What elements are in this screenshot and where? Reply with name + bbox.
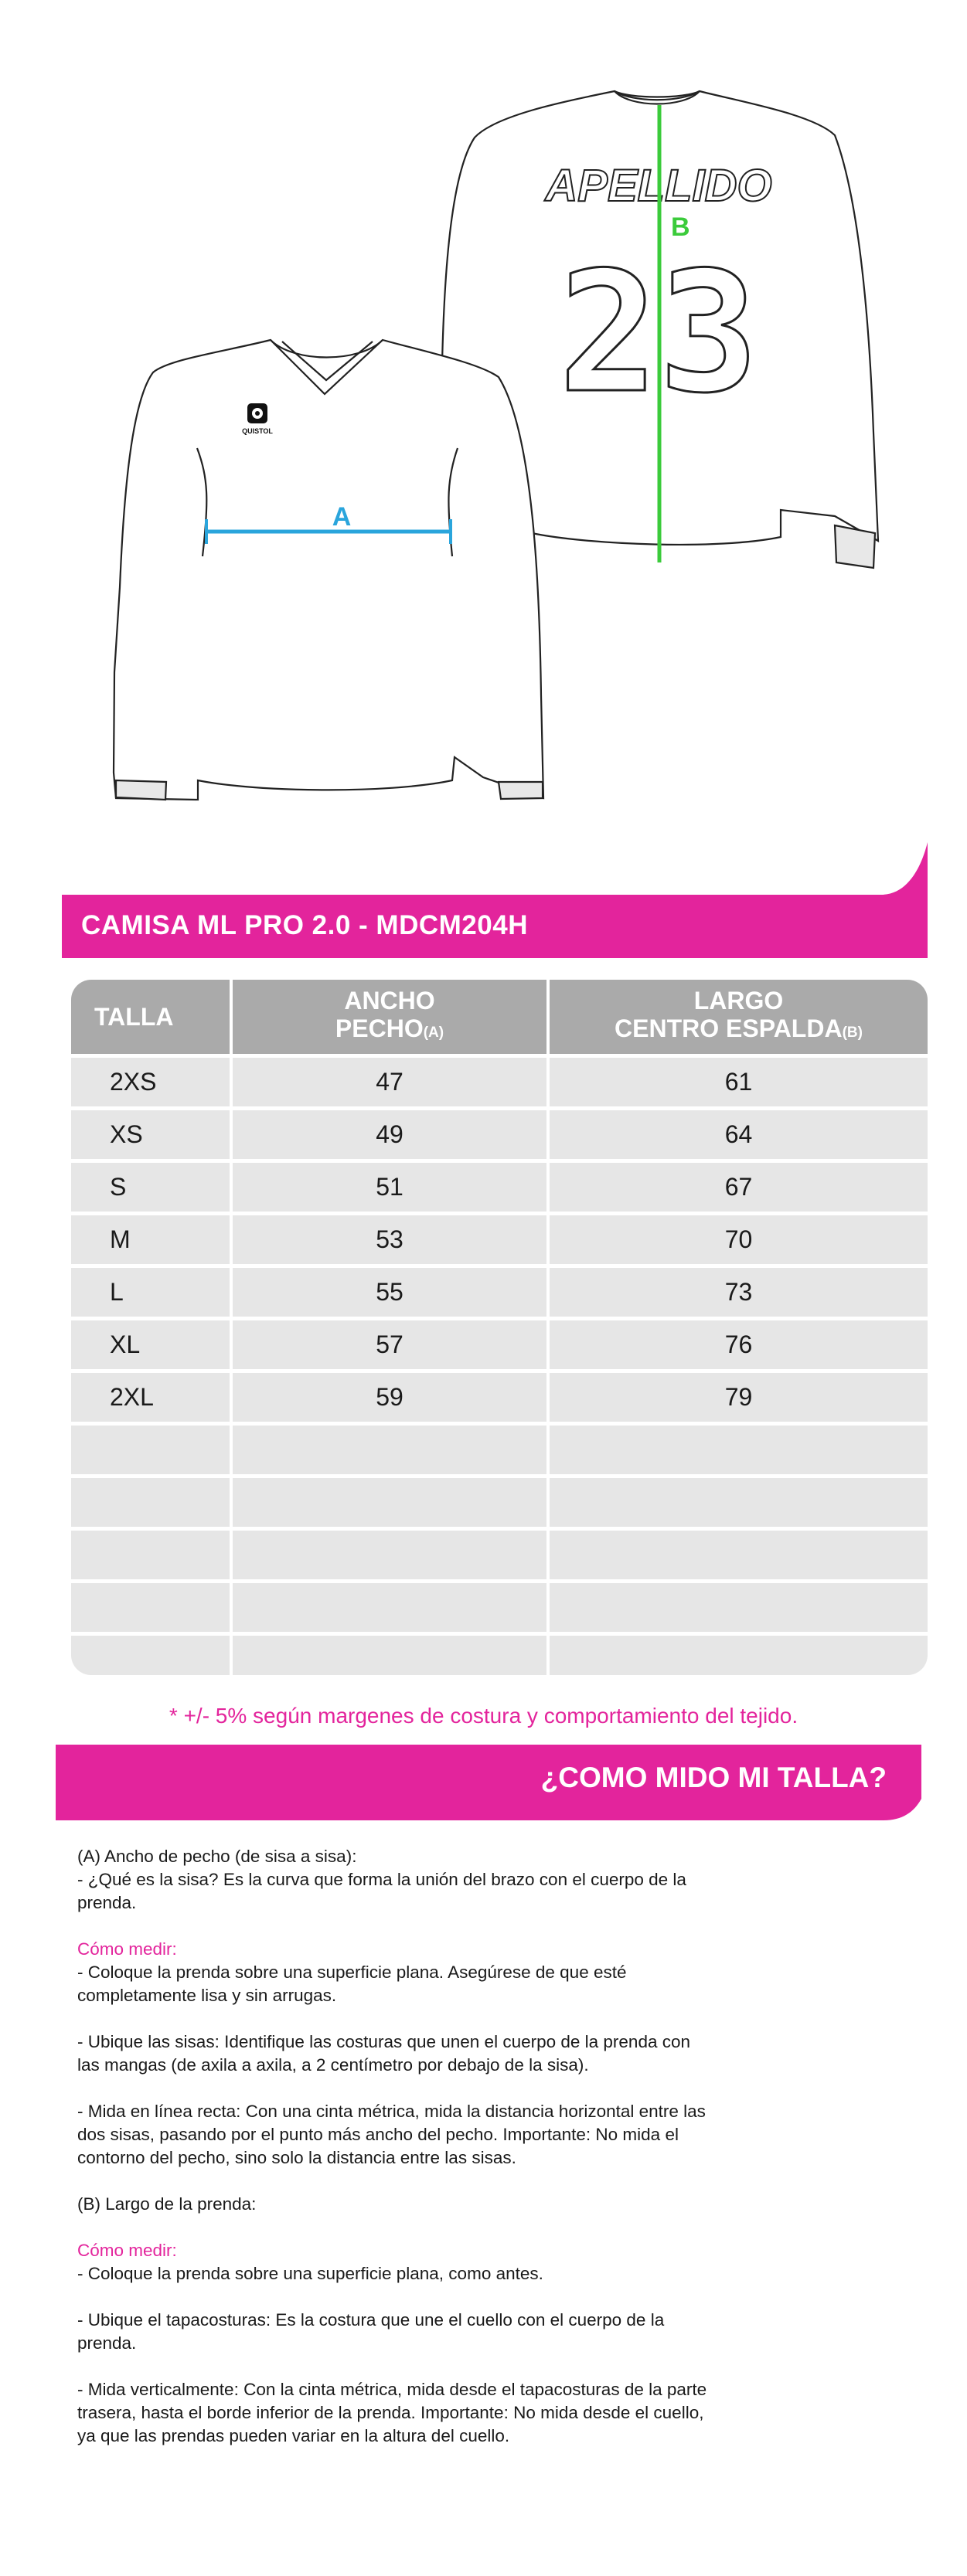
a-step-2: - Ubique las sisas: Identifique las costuras que unen el cuerpo de la prenda con las mangas (de axila a axila, a 2 centímetro por debajo de la sisa). bbox=[77, 2032, 690, 2075]
table-row bbox=[71, 1054, 928, 1106]
a-step-1: - Coloque la prenda sobre una superficie plana. Asegúrese de que esté completamente lisa y sin arrugas. bbox=[77, 1963, 627, 2005]
chest-cell bbox=[233, 1422, 550, 1474]
chest-cell bbox=[233, 1632, 550, 1675]
length-cell: 79 bbox=[550, 1369, 928, 1422]
table-row bbox=[71, 1106, 928, 1159]
table-row bbox=[71, 1579, 928, 1632]
b-how-label: Cómo medir: bbox=[77, 2241, 177, 2260]
size-cell: L bbox=[71, 1264, 233, 1317]
size-cell bbox=[71, 1632, 233, 1675]
table-row bbox=[71, 1212, 928, 1264]
chest-cell bbox=[233, 1579, 550, 1632]
tolerance-note: * +/- 5% según margenes de costura y comportamiento del tejido. bbox=[169, 1704, 798, 1728]
page-title: CAMISA ML PRO 2.0 - MDCM204H bbox=[81, 910, 528, 940]
size-table-container bbox=[71, 980, 928, 1675]
table-row bbox=[71, 1527, 928, 1579]
size-cell bbox=[71, 1527, 233, 1579]
length-cell: 76 bbox=[550, 1317, 928, 1369]
table-row bbox=[71, 1369, 928, 1422]
table-row bbox=[71, 1474, 928, 1527]
chest-cell: 49 bbox=[233, 1106, 550, 1159]
shirt-illustration bbox=[0, 0, 967, 834]
brand-logo-icon bbox=[247, 403, 267, 423]
howto-title: ¿COMO MIDO MI TALLA? bbox=[540, 1762, 887, 1793]
chest-cell bbox=[233, 1474, 550, 1527]
table-row bbox=[71, 1317, 928, 1369]
b-step-1: - Coloque la prenda sobre una superficie plana, como antes. bbox=[77, 2264, 543, 2283]
size-cell: 2XS bbox=[71, 1054, 233, 1106]
a-definition: - ¿Qué es la sisa? Es la curva que forma la unión del brazo con el cuerpo de la prenda. bbox=[77, 1870, 686, 1912]
length-cell bbox=[550, 1527, 928, 1579]
table-row bbox=[71, 1632, 928, 1675]
howto-banner bbox=[56, 1745, 921, 1820]
length-cell: 70 bbox=[550, 1212, 928, 1264]
size-cell: S bbox=[71, 1159, 233, 1212]
table-header-row bbox=[71, 980, 928, 1054]
table-row bbox=[71, 1159, 928, 1212]
chest-cell: 57 bbox=[233, 1317, 550, 1369]
instructions-a-how bbox=[77, 1938, 711, 2007]
front-shirt bbox=[114, 340, 543, 800]
chest-cell: 55 bbox=[233, 1264, 550, 1317]
b-step-2: - Ubique el tapacosturas: Es la costura que une el cuello con el cuerpo de la prenda. bbox=[77, 2310, 665, 2353]
length-cell: 67 bbox=[550, 1159, 928, 1212]
length-cell: 73 bbox=[550, 1264, 928, 1317]
table-row bbox=[71, 1264, 928, 1317]
a-how-label: Cómo medir: bbox=[77, 1939, 177, 1959]
length-cell bbox=[550, 1474, 928, 1527]
a-step-3: - Mida en línea recta: Con una cinta métrica, mida la distancia horizontal entre las dos sisas, pasando por el punto más ancho del pecho. Importante: No mida el contorno del pecho, sino solo la distancia entre las sisas. bbox=[77, 2102, 706, 2167]
header-chest: ANCHO PECHO(A) bbox=[233, 980, 550, 1054]
size-cell: XL bbox=[71, 1317, 233, 1369]
instructions-b-how bbox=[77, 2239, 711, 2285]
size-cell: XS bbox=[71, 1106, 233, 1159]
chest-cell: 51 bbox=[233, 1159, 550, 1212]
length-cell bbox=[550, 1632, 928, 1675]
instructions-a bbox=[77, 1845, 711, 1915]
brand-logo-text: QUISTOL bbox=[242, 427, 273, 435]
size-cell bbox=[71, 1579, 233, 1632]
b-step-3: - Mida verticalmente: Con la cinta métrica, mida desde el tapacosturas de la parte trasera, hasta el borde inferior de la prenda. Importante: No mida desde el cuello, ya que las prendas pueden variar en la altura del cuello. bbox=[77, 2380, 707, 2445]
header-size: TALLA bbox=[71, 980, 233, 1054]
length-cell bbox=[550, 1422, 928, 1474]
a-title: (A) Ancho de pecho (de sisa a sisa): bbox=[77, 1847, 357, 1866]
size-cell: 2XL bbox=[71, 1369, 233, 1422]
table-row bbox=[71, 1422, 928, 1474]
length-cell: 61 bbox=[550, 1054, 928, 1106]
size-table bbox=[71, 980, 928, 1675]
chest-cell bbox=[233, 1527, 550, 1579]
size-cell: M bbox=[71, 1212, 233, 1264]
b-title: (B) Largo de la prenda: bbox=[77, 2194, 257, 2214]
measure-a-label: A bbox=[332, 502, 352, 532]
size-cell bbox=[71, 1422, 233, 1474]
length-cell bbox=[550, 1579, 928, 1632]
length-cell: 64 bbox=[550, 1106, 928, 1159]
title-banner bbox=[62, 842, 928, 958]
chest-cell: 53 bbox=[233, 1212, 550, 1264]
header-length: LARGO CENTRO ESPALDA(B) bbox=[550, 980, 928, 1054]
measure-b-label: B bbox=[671, 212, 690, 242]
instructions bbox=[77, 1845, 711, 2471]
chest-cell: 59 bbox=[233, 1369, 550, 1422]
chest-cell: 47 bbox=[233, 1054, 550, 1106]
size-cell bbox=[71, 1474, 233, 1527]
back-number-text: 23 bbox=[558, 236, 759, 430]
back-name-text: APELLIDO bbox=[545, 161, 772, 211]
